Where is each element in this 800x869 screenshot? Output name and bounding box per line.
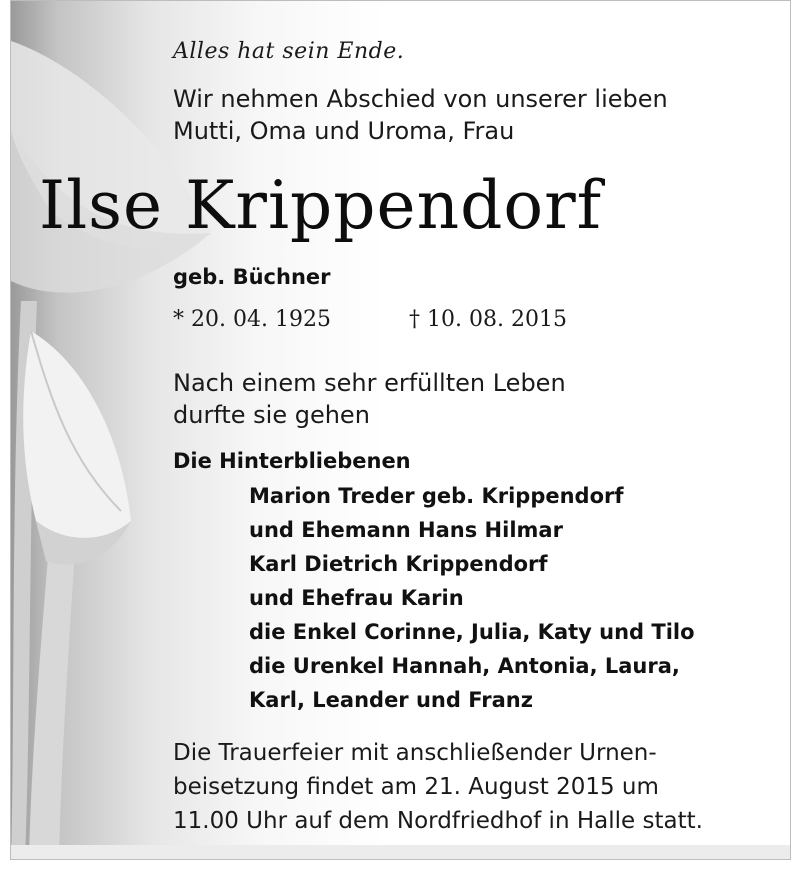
obituary-card [10, 0, 791, 860]
mourners-list [249, 479, 695, 717]
death-date: † 10. 08. 2015 [409, 307, 567, 332]
maiden-name: geb. Büchner [173, 265, 331, 289]
mourner-line: die Urenkel Hannah, Antonia, Laura, [249, 654, 680, 678]
mourner-line: und Ehefrau Karin [249, 586, 464, 610]
mourner-line: und Ehemann Hans Hilmar [249, 518, 563, 542]
funeral-line-3: 11.00 Uhr auf dem Nordfriedhof in Halle statt. [173, 808, 703, 834]
intro-line-2: Mutti, Oma und Uroma, Frau [173, 117, 515, 145]
motto-text: Alles hat sein Ende. [173, 39, 405, 64]
mourner-line: die Enkel Corinne, Julia, Katy und Tilo [249, 620, 695, 644]
message-line-2: durfte sie gehen [173, 401, 370, 429]
funeral-line-1: Die Trauerfeier mit anschließender Urnen- [173, 740, 657, 766]
mourners-heading: Die Hinterbliebenen [173, 449, 411, 473]
funeral-line-2: beisetzung findet am 21. August 2015 um [173, 774, 659, 800]
mourner-line: Marion Treder geb. Krippendorf [249, 484, 624, 508]
mourner-line: Karl, Leander und Franz [249, 688, 533, 712]
mourner-line: Karl Dietrich Krippendorf [249, 552, 548, 576]
birth-date: * 20. 04. 1925 [173, 307, 331, 332]
message-line-1: Nach einem sehr erfüllten Leben [173, 369, 566, 397]
intro-line-1: Wir nehmen Abschied von unserer lieben [173, 85, 668, 113]
deceased-name: Ilse Krippendorf [39, 167, 603, 244]
